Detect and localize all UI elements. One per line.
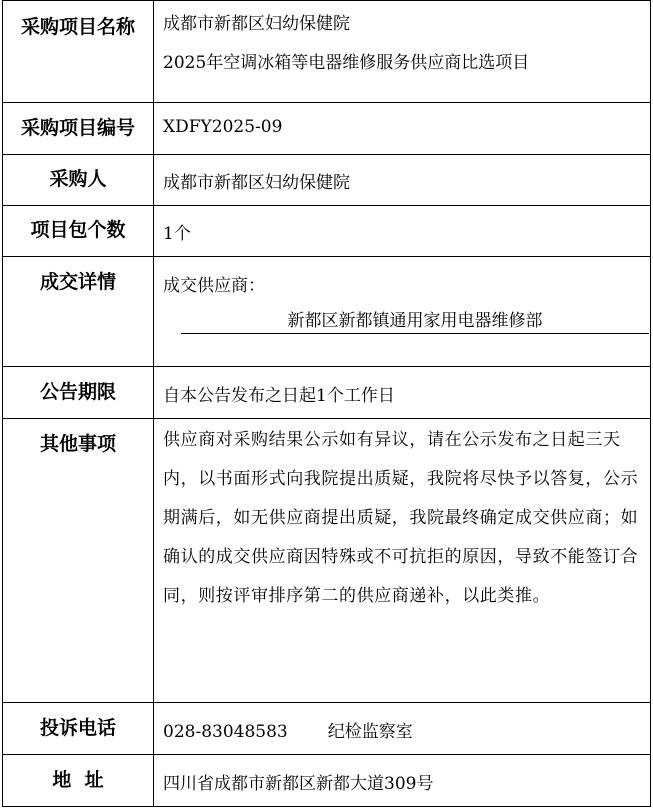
- period-label: 公告期限: [3, 367, 154, 419]
- project-name-line1: 成都市新都区妇幼保健院: [163, 14, 350, 34]
- row-purchaser: [3, 155, 651, 206]
- packages-label: 项目包个数: [3, 206, 154, 257]
- other-value: [154, 419, 651, 703]
- packages-value: 1个: [154, 206, 651, 257]
- period-value: 自本公告发布之日起1个工作日: [154, 367, 651, 419]
- project-name-line2: 2025年空调冰箱等电器维修服务供应商比选项目: [163, 53, 530, 73]
- notice-table: [2, 0, 651, 807]
- project-name-label: 采购项目名称: [3, 1, 154, 103]
- other-label: 其他事项: [3, 419, 154, 703]
- purchaser-label: 采购人: [3, 155, 154, 206]
- project-no-value: XDFY2025-09: [154, 103, 651, 155]
- complaint-value: [154, 703, 651, 755]
- deal-supplier-label: 成交供应商：: [163, 276, 265, 296]
- row-period: [3, 367, 651, 419]
- address-label: 地 址: [3, 755, 154, 807]
- row-deal: [3, 257, 651, 367]
- purchaser-value: 成都市新都区妇幼保健院: [154, 155, 651, 206]
- row-project-no: [3, 103, 651, 155]
- complaint-label: 投诉电话: [3, 703, 154, 755]
- row-packages: [3, 206, 651, 257]
- row-address: [3, 755, 651, 807]
- deal-value: [154, 257, 651, 367]
- project-name-value: [154, 1, 651, 103]
- project-no-label: 采购项目编号: [3, 103, 154, 155]
- row-project-name: [3, 1, 651, 103]
- complaint-dept: 纪检监察室: [327, 722, 413, 742]
- address-value: 四川省成都市新都区新都大道309号: [154, 755, 651, 807]
- row-other: [3, 419, 651, 703]
- row-complaint: [3, 703, 651, 755]
- other-paragraph: 供应商对采购结果公示如有异议，请在公示发布之日起三天内，以书面形式向我院提出质疑，我院将尽快予以答复，公示期满后，如无供应商提出质疑，我院最终确定成交供应商；如确认的成交供应商因特殊或不可抗拒的原因，导致不能签订合同，则按评审排序第二的供应商递补，以此类推。: [163, 430, 639, 606]
- deal-supplier-name: 新都区新都镇通用家用电器维修部: [181, 306, 649, 334]
- deal-label: 成交详情: [3, 257, 154, 367]
- complaint-phone: 028-83048583: [163, 722, 288, 742]
